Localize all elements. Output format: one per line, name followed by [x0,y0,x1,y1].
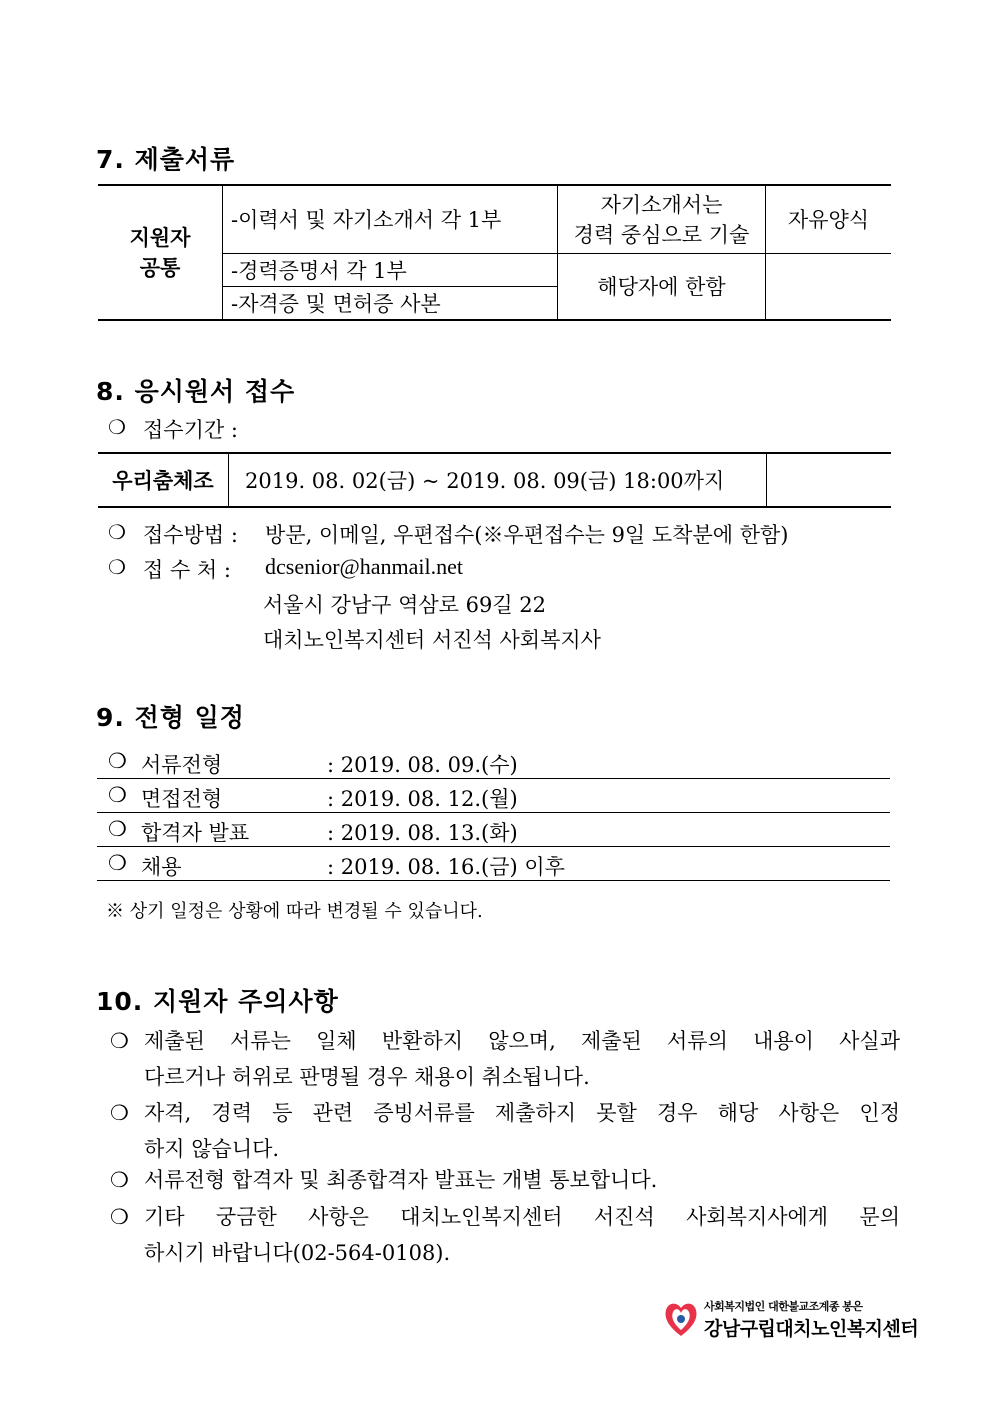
schedule-value: : 2019. 08. 09.(수) [327,753,518,777]
schedule-bullet: ❍ [108,749,127,773]
method-value: 방문, 이메일, 우편접수(※우편접수는 9일 도착분에 한함) [265,523,789,547]
notice-item [110,1199,900,1271]
notice-bullet: ❍ [110,1168,129,1192]
doc-empty-cell [766,253,892,320]
doc-note-line-2: 경력 중심으로 기술 [573,223,750,248]
schedule-row [97,778,890,813]
notice-bullet: ❍ [110,1205,129,1229]
doc-item-license: -자격증 및 면허증 사본 [223,286,558,320]
schedule-label: 서류전형 [141,753,223,777]
doc-extra-free-form: 자유양식 [766,185,892,253]
notice-line-2: 다르거나 허위로 판명될 경우 채용이 취소됩니다. [144,1065,590,1089]
schedule-bullet: ❍ [108,783,127,807]
schedule-value: : 2019. 08. 12.(월) [327,787,518,811]
schedule-value: : 2019. 08. 16.(금) 이후 [327,855,565,879]
schedule-value: : 2019. 08. 13.(화) [327,821,518,845]
bullet-period: ❍ [108,415,126,439]
doc-note-line-1: 자기소개서는 [600,193,723,218]
org-subtitle: 사회복지법인 대한불교조계종 봉은 [704,1300,863,1313]
place-contact-person: 대치노인복지센터 서진석 사회복지사 [263,628,601,652]
period-program-name: 우리춤체조 [98,453,229,507]
notice-line-1: 제출된 서류는 일체 반환하지 않으며, 제출된 서류의 내용이 사실과 [144,1029,900,1053]
notice-line-2: 하시기 바랍니다(02-564-0108). [144,1241,451,1265]
period-label: 접수기간 : [143,418,238,442]
place-email: dcsenior@hanmail.net [265,554,464,579]
schedule-note: ※ 상기 일정은 상황에 따라 변경될 수 있습니다. [106,901,483,922]
schedule-label: 채용 [141,855,182,879]
notice-line-2: 하지 않습니다. [144,1137,280,1161]
notice-line-1: 서류전형 합격자 및 최종합격자 발표는 개별 통보합니다. [144,1168,658,1192]
section-10-heading: 10. 지원자 주의사항 [96,987,339,1016]
notice-line-1: 기타 궁금한 사항은 대치노인복지센터 서진석 사회복지사에게 문의 [144,1205,900,1229]
method-label: 접수방법 : [143,523,238,547]
group-label-line-2: 공통 [139,256,181,281]
section-8-heading: 8. 응시원서 접수 [96,377,296,406]
schedule-label: 합격자 발표 [141,821,250,845]
notice-item [110,1095,900,1167]
bullet-method: ❍ [108,520,126,544]
documents-table [98,184,891,321]
doc-shared-note: 해당자에 한함 [558,253,766,320]
heart-logo-icon [664,1300,698,1338]
bullet-place: ❍ [108,555,126,579]
place-label: 접 수 처 : [143,558,231,582]
schedule-row [97,812,890,847]
group-label-cell [98,185,223,320]
period-table [98,452,891,508]
organization-logo [664,1298,919,1344]
notice-line-1: 자격, 경력 등 관련 증빙서류를 제출하지 못할 경우 해당 사항은 인정 [144,1101,900,1125]
schedule-label: 면접전형 [141,787,223,811]
doc-item-career: -경력증명서 각 1부 [223,253,558,286]
doc-item-resume: -이력서 및 자기소개서 각 1부 [223,185,558,253]
schedule-bullet: ❍ [108,851,127,875]
schedule-row [97,846,890,881]
place-address: 서울시 강남구 역삼로 69길 22 [263,593,547,617]
org-name: 강남구립대치노인복지센터 [704,1318,919,1340]
notice-bullet: ❍ [110,1101,129,1125]
notice-bullet: ❍ [110,1029,129,1053]
section-7-heading: 7. 제출서류 [96,145,236,174]
section-9-heading: 9. 전형 일정 [96,703,245,732]
schedule-row [97,744,890,779]
period-date-range: 2019. 08. 02(금) ~ 2019. 08. 09(금) 18:00까지 [229,453,767,507]
schedule-bullet: ❍ [108,817,127,841]
doc-note-cell [558,185,766,253]
period-empty-cell [767,453,892,507]
notice-item [110,1023,900,1095]
group-label-line-1: 지원자 [129,226,191,251]
notice-item [110,1162,900,1198]
